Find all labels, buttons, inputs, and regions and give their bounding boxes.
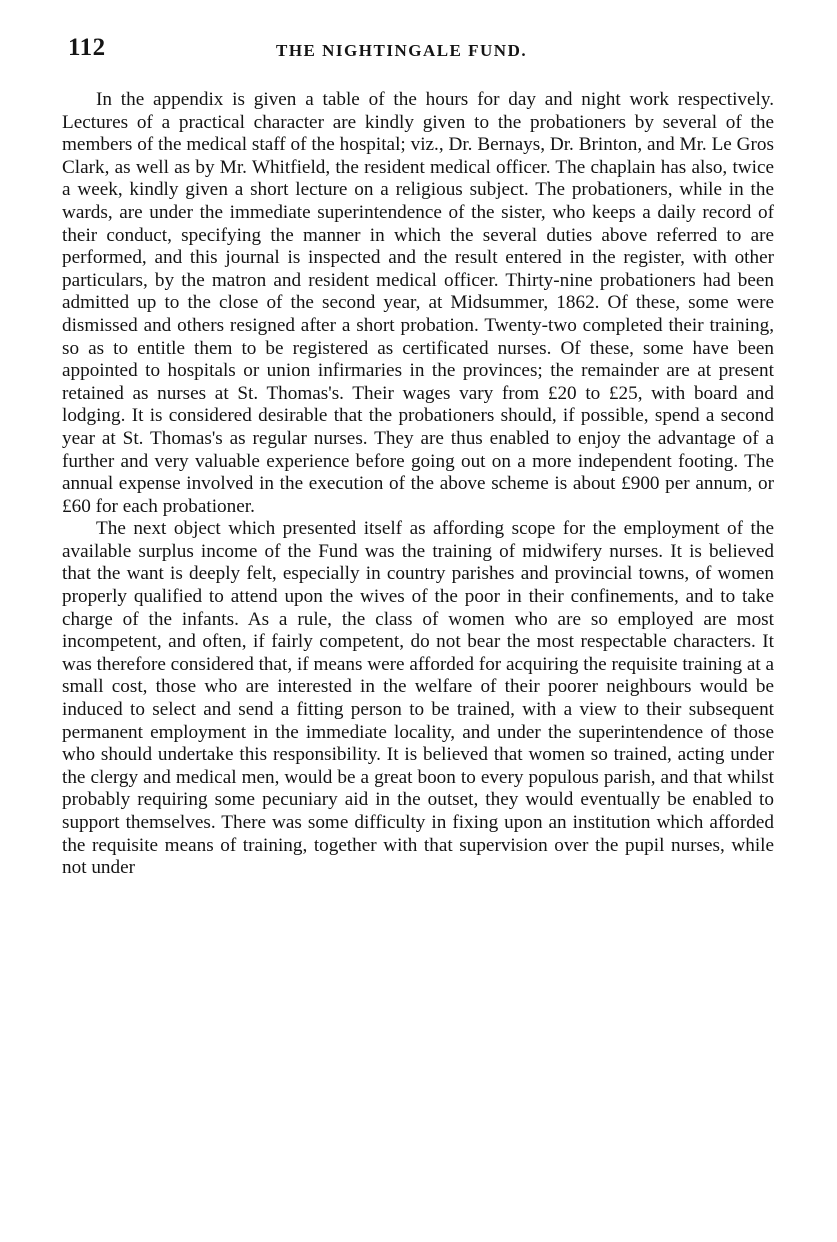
page-header	[68, 34, 774, 66]
running-head: THE NIGHTINGALE FUND.	[276, 41, 528, 60]
body-text	[62, 89, 774, 880]
paragraph: The next object which presented itself as affording scope for the employment of the available surplus income of the Fund was the training of midwifery nurses. It is believed that the want is deeply felt, especially in country parishes and provincial towns, of women properly qualified to attend upon the wives of the poor in their confinements, and to take charge of the infants. As a rule, the class of women who are so employed are most incompetent, and often, if fairly competent, do not bear the most respectable characters. It was therefore considered that, if means were afforded for acquiring the requisite training at a small cost, those who are interested in the welfare of their poorer neighbours would be induced to select and send a fitting person to be trained, with a view to their subsequent permanent employment in the immediate locality, and under the superintendence of those who should undertake this responsibility. It is believed that women so trained, acting under the clergy and medical men, would be a great boon to every populous parish, and that whilst probably requiring some pecuniary aid in the outset, they would eventually be enabled to support themselves. There was some difficulty in fixing upon an institution which afforded the requisite means of training, together with that supervision over the pupil nurses, while not under	[62, 518, 774, 879]
page-number: 112	[68, 34, 106, 61]
paragraph: In the appendix is given a table of the hours for day and night work respectively. Lectures of a practical character are kindly given to the probationers by several of the members of the medical staff of the hospital; viz., Dr. Bernays, Dr. Brinton, and Mr. Le Gros Clark, as well as by Mr. Whitfield, the resident medical officer. The chaplain has also, twice a week, kindly given a short lecture on a religious subject. The probationers, while in the wards, are under the immediate superintendence of the sister, who keeps a daily record of their conduct, specifying the manner in which the several duties above referred to are performed, and this journal is inspected and the result entered in the register, with other particulars, by the matron and resident medical officer. Thirty-nine probationers had been admitted up to the close of the second year, at Midsummer, 1862. Of these, some were dismissed and others resigned after a short probation. Twenty-two completed their training, so as to entitle them to be registered as certificated nurses. Of these, some have been appointed to hospitals or union infirmaries in the provinces; the remainder are at present retained as nurses at St. Thomas's. Their wages vary from £20 to £25, with board and lodging. It is considered desirable that the probationers should, if possible, spend a second year at St. Thomas's as regular nurses. They are thus enabled to enjoy the advantage of a further and very valuable experience before going out on a more independent footing. The annual expense involved in the execution of the above scheme is about £900 per annum, or £60 for each probationer.	[62, 89, 774, 517]
